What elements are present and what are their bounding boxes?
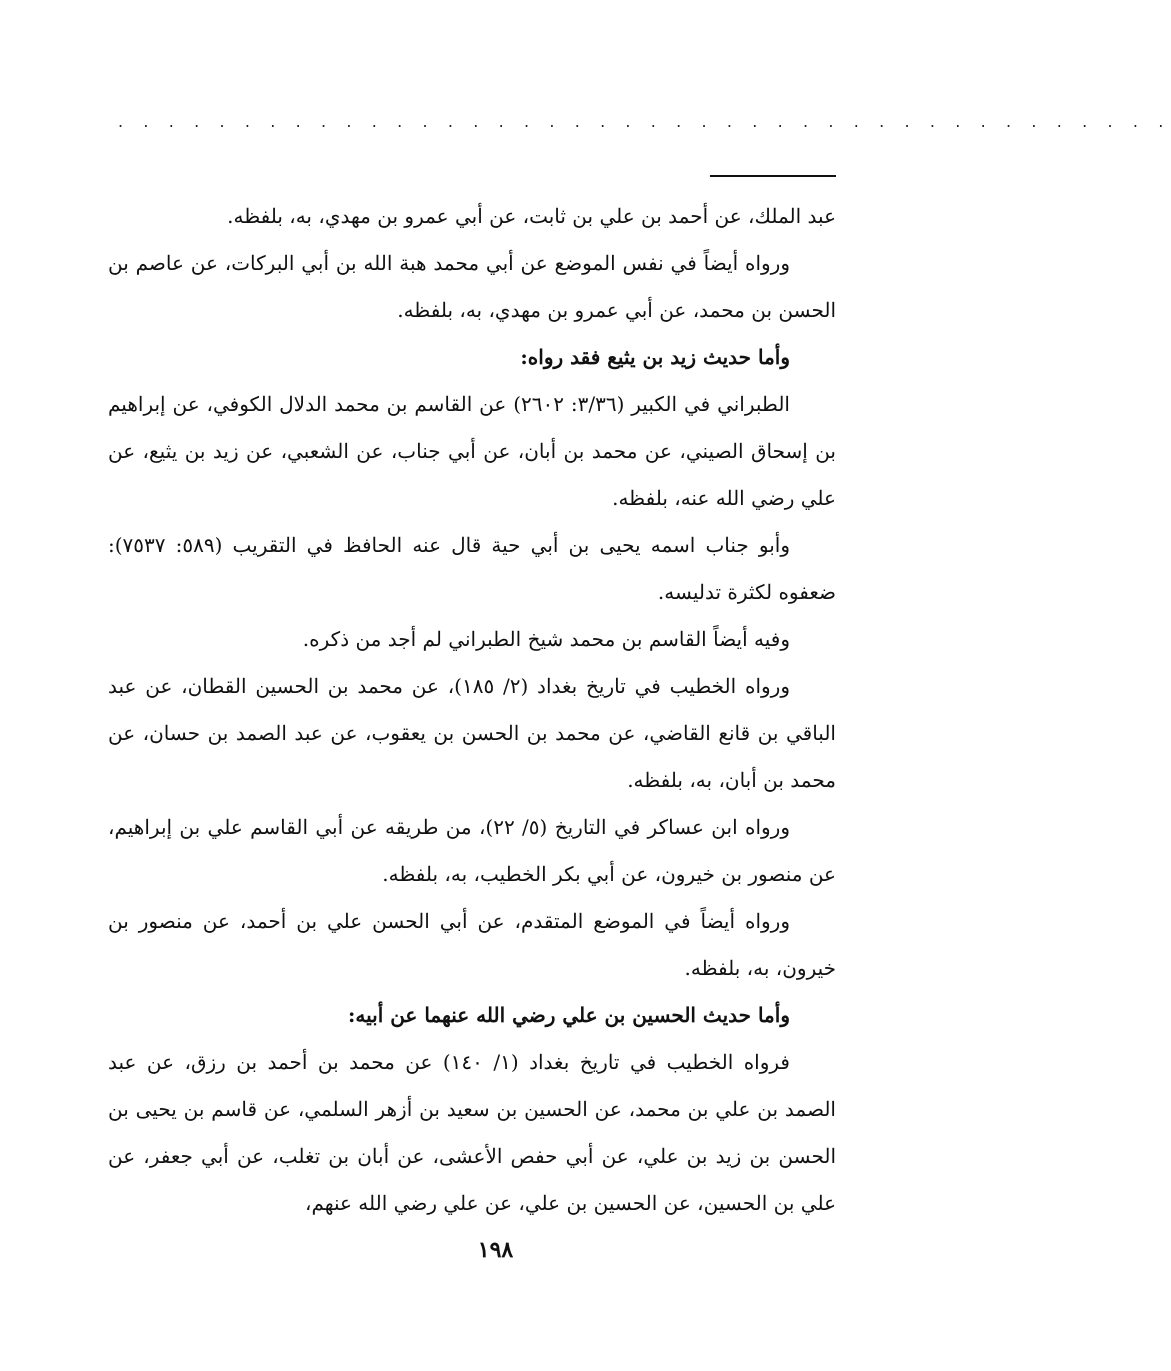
footnote-separator-rule bbox=[710, 175, 836, 177]
section-heading-zayd: وأما حديث زيد بن يثيع فقد رواه: bbox=[520, 345, 790, 369]
paragraph-8: ورواه ابن عساكر في التاريخ (٥/ ٢٢)، من طريقه عن أبي القاسم علي بن إبراهيم، عن منصور بن خيرون، عن أبي بكر الخطيب، به، بلفظه. bbox=[108, 815, 836, 886]
paragraph-7: ورواه الخطيب في تاريخ بغداد (٢/ ١٨٥)، عن محمد بن الحسين القطان، عن عبد الباقي بن قانع القاضي، عن محمد بن الحسن بن يعقوب، عن عبد الصمد بن حسان، عن محمد بن أبان، به، بلفظه. bbox=[108, 674, 836, 792]
paragraph-6: وفيه أيضاً القاسم بن محمد شيخ الطبراني لم أجد من ذكره. bbox=[302, 627, 790, 651]
paragraph-5: وأبو جناب اسمه يحيى بن أبي حية قال عنه الحافظ في التقريب (٥٨٩: ٧٥٣٧): ضعفوه لكثرة تدليسه. bbox=[108, 533, 836, 604]
page-number: ١٩٨ bbox=[477, 1237, 514, 1263]
paragraph-2: ورواه أيضاً في نفس الموضع عن أبي محمد هبة الله بن أبي البركات، عن عاصم بن الحسن بن محمد، عن أبي عمرو بن مهدي، به، بلفظه. bbox=[108, 251, 836, 322]
paragraph-4: الطبراني في الكبير (٣/٣٦: ٢٦٠٢) عن القاسم بن محمد الدلال الكوفي، عن إبراهيم بن إسحاق الصيني، عن محمد بن أبان، عن أبي جناب، عن الشعبي، عن زيد بن يثيع، عن علي رضي الله عنه، بلفظه. bbox=[108, 392, 836, 510]
page-body bbox=[108, 193, 836, 1227]
section-heading-husayn: وأما حديث الحسين بن علي رضي الله عنهما عن أبيه: bbox=[347, 1003, 790, 1027]
paragraph-11: فرواه الخطيب في تاريخ بغداد (١/ ١٤٠) عن محمد بن أحمد بن رزق، عن عبد الصمد بن علي بن محمد، عن الحسين بن سعيد بن أزهر السلمي، عن قاسم بن يحيى بن الحسن بن زيد بن علي، عن أبي حفص الأعشى، عن أبان بن تغلب، عن أبي جعفر، عن علي بن الحسين، عن الحسين بن علي، عن علي رضي الله عنهم، bbox=[108, 1050, 836, 1215]
paragraph-1: عبد الملك، عن أحمد بن علي بن ثابت، عن أبي عمرو بن مهدي، به، بلفظه. bbox=[227, 204, 836, 228]
paragraph-9: ورواه أيضاً في الموضع المتقدم، عن أبي الحسن علي بن أحمد، عن منصور بن خيرون، به، بلفظه. bbox=[108, 909, 836, 980]
header-dotted-line: . . . . . . . . . . . . . . . . . . . . . . . . . . . . . . . . . . . . . . . . . . bbox=[118, 112, 1171, 131]
